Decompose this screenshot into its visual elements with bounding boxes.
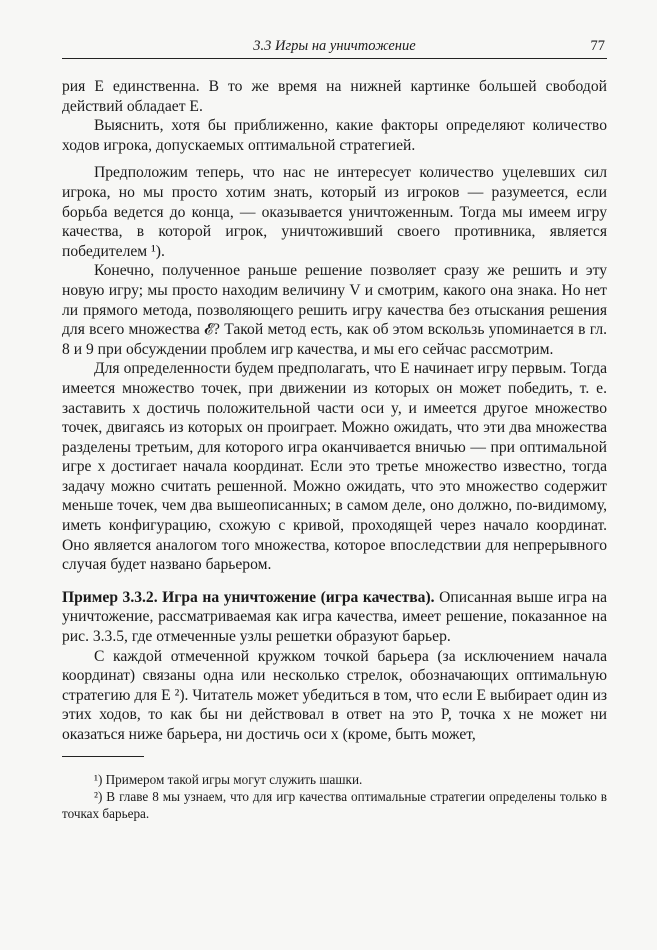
paragraph-2: Выяснить, хотя бы приближенно, какие факторы определяют количество ходов игрока, допускаемых оптимальной стратегией.: [62, 117, 607, 154]
book-page: [62, 36, 607, 822]
main-text: [62, 77, 607, 745]
paragraph-3: Предположим теперь, что нас не интересует количество уцелевших сил игрока, но мы просто хотим знать, который из игроков — разумеется, если борьба ведется до конца, — оказывается уничтоженным. Тогда мы имеем игру качества, в которой игрок, уничтоживший своего противника, является победителем ¹).: [62, 164, 607, 260]
paragraph-1: рия E единственна. В то же время на нижней картинке большей свободой действий обладает E.: [62, 78, 607, 115]
running-title: 3.3 Игры на уничтожение: [253, 38, 416, 54]
example-text: Описанная выше игра на уничтожение, рассматриваемая как игра качества, имеет решение, показанное на рис. 3.3.5, где отмеченные узлы решетки образуют барьер.: [62, 588, 607, 646]
running-header: [62, 36, 607, 59]
paragraph-6: С каждой отмеченной кружком точкой барьера (за исключением начала координат) связаны одна или несколько стрелок, обозначающих оптимальную стратегию для E ²). Читатель может убедиться в том, что если E выбирает один из этих ходов, то как бы ни действовал в ответ на это P, точка x не может ни оказаться ниже барьера, ни достичь оси x (кроме, быть может,: [62, 647, 607, 743]
page-number: 77: [590, 38, 605, 54]
paragraph-4: Конечно, полученное раньше решение позволяет сразу же решить и эту новую игру; мы просто находим величину V и смотрим, какого она знака. Но нет ли прямого метода, позволяющего решить игру качества без отыскания решения для всего множества 𝓔? Такой метод есть, как об этом вскользь упоминается в гл. 8 и 9 при обсуждении проблем игр качества, и мы его сейчас рассмотрим.: [62, 262, 607, 358]
footnote-2: ²) В главе 8 мы узнаем, что для игр качества оптимальные стратегии определены только в точках барьера.: [62, 788, 607, 821]
paragraph-5: Для определенности будем предполагать, что E начинает игру первым. Тогда имеется множество точек, при движении из которых он может победить, т. е. заставить x достичь положительной части оси y, и имеется другое множество точек, двигаясь из которых он проиграет. Можно ожидать, что эти два множества разделены третьим, для которого игра оканчивается вничью — при оптимальной игре x достигает начала координат. Если это третье множество известно, тогда задачу можно считать решенной. Можно ожидать, что это множество содержит меньше точек, чем два вышеописанных; в самом деле, оно должно, по-видимому, иметь конфигурацию, схожую с кривой, проходящей через начало координат. Оно является аналогом того множества, которое впоследствии для непрерывного случая будет названо барьером.: [62, 360, 607, 574]
example-heading: Пример 3.3.2. Игра на уничтожение (игра качества).: [62, 588, 435, 606]
footnote-1: ¹) Примером такой игры могут служить шашки.: [94, 771, 363, 787]
footnotes: [62, 771, 607, 822]
footnote-divider: [62, 756, 144, 757]
example-paragraph: [62, 588, 607, 647]
